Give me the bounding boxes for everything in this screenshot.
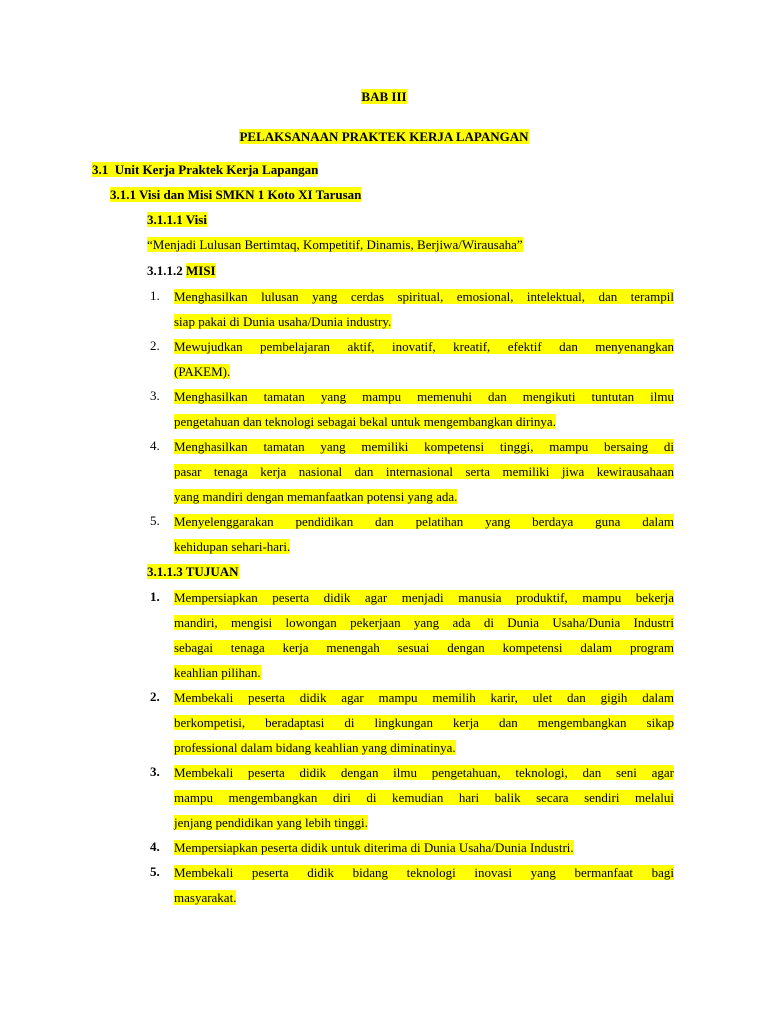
misi-item-line: siap pakai di Dunia usaha/Dunia industry. [174, 314, 392, 329]
tujuan-item-line: keahlian pilihan. [174, 665, 261, 680]
tujuan-item-line: masyarakat. [174, 890, 237, 905]
tujuan-item-line: Membekali peserta didik agar mampu memilih karir, ulet dan gigih dalam [174, 690, 674, 705]
chapter-title: PELAKSANAAN PRAKTEK KERJA LAPANGAN [239, 129, 529, 144]
section-heading: 3.1 Unit Kerja Praktek Kerja Lapangan [92, 162, 319, 177]
tujuan-item [174, 760, 674, 835]
misi-item-line: Menghasilkan tamatan yang memiliki kompetensi tinggi, mampu bersaing di [174, 439, 674, 454]
misi-item-line: kehidupan sehari-hari. [174, 539, 291, 554]
misi-item [174, 284, 674, 334]
tujuan-item-number: 1. [150, 589, 160, 604]
misi-item [174, 384, 674, 434]
tujuan-item-line: Mempersiapkan peserta didik untuk diterima di Dunia Usaha/Dunia Industri. [174, 840, 574, 855]
tujuan-item-line: jenjang pendidikan yang lebih tinggi. [174, 815, 368, 830]
tujuan-item-line: mampu mengembangkan diri di kemudian hari balik secara sendiri melalui [174, 790, 674, 805]
misi-heading: 3.1.1.2 MISI [147, 263, 216, 278]
tujuan-item [174, 860, 674, 910]
tujuan-item [174, 585, 674, 685]
subsection-heading: 3.1.1 Visi dan Misi SMKN 1 Koto XI Tarusan [110, 187, 362, 202]
misi-item-number: 1. [150, 288, 160, 303]
visi-heading: 3.1.1.1 Visi [147, 212, 207, 227]
misi-item [174, 509, 674, 559]
misi-item-line: pasar tenaga kerja nasional dan internasional serta memiliki jiwa kewirausahaan [174, 464, 674, 479]
tujuan-item-line: mandiri, mengisi lowongan pekerjaan yang ada di Dunia Usaha/Dunia Industri [174, 615, 674, 630]
misi-item-line: (PAKEM). [174, 364, 231, 379]
tujuan-item-line: Membekali peserta didik bidang teknologi inovasi yang bermanfaat bagi [174, 865, 674, 880]
tujuan-item-line: sebagai tenaga kerja menengah sesuai dengan kompetensi dalam program [174, 640, 674, 655]
misi-item-line: Menghasilkan lulusan yang cerdas spiritual, emosional, intelektual, dan terampil [174, 289, 674, 304]
tujuan-item-line: professional dalam bidang keahlian yang diminatinya. [174, 740, 456, 755]
misi-item-line: pengetahuan dan teknologi sebagai bekal untuk mengembangkan dirinya. [174, 414, 556, 429]
tujuan-item-number: 4. [150, 839, 160, 854]
misi-item-line: Menyelenggarakan pendidikan dan pelatihan yang berdaya guna dalam [174, 514, 674, 529]
misi-item-number: 5. [150, 513, 160, 528]
misi-item-number: 2. [150, 338, 160, 353]
tujuan-item-line: berkompetisi, beradaptasi di lingkungan kerja dan mengembangkan sikap [174, 715, 674, 730]
tujuan-item [174, 685, 674, 760]
misi-item [174, 434, 674, 509]
tujuan-item [174, 835, 674, 860]
misi-item-line: Mewujudkan pembelajaran aktif, inovatif, kreatif, efektif dan menyenangkan [174, 339, 674, 354]
misi-item [174, 334, 674, 384]
tujuan-item-number: 2. [150, 689, 160, 704]
tujuan-item-number: 5. [150, 864, 160, 879]
tujuan-heading: 3.1.1.3 TUJUAN [147, 564, 239, 579]
misi-item-line: Menghasilkan tamatan yang mampu memenuhi dan mengikuti tuntutan ilmu [174, 389, 674, 404]
misi-item-line: yang mandiri dengan memanfaatkan potensi yang ada. [174, 489, 458, 504]
misi-item-number: 3. [150, 388, 160, 403]
tujuan-item-number: 3. [150, 764, 160, 779]
tujuan-item-line: Membekali peserta didik dengan ilmu pengetahuan, teknologi, dan seni agar [174, 765, 674, 780]
tujuan-item-line: Mempersiapkan peserta didik agar menjadi manusia produktif, mampu bekerja [174, 590, 674, 605]
chapter-heading: BAB III [361, 89, 407, 104]
visi-text: “Menjadi Lulusan Bertimtaq, Kompetitif, Dinamis, Berjiwa/Wirausaha” [147, 237, 523, 252]
misi-item-number: 4. [150, 438, 160, 453]
